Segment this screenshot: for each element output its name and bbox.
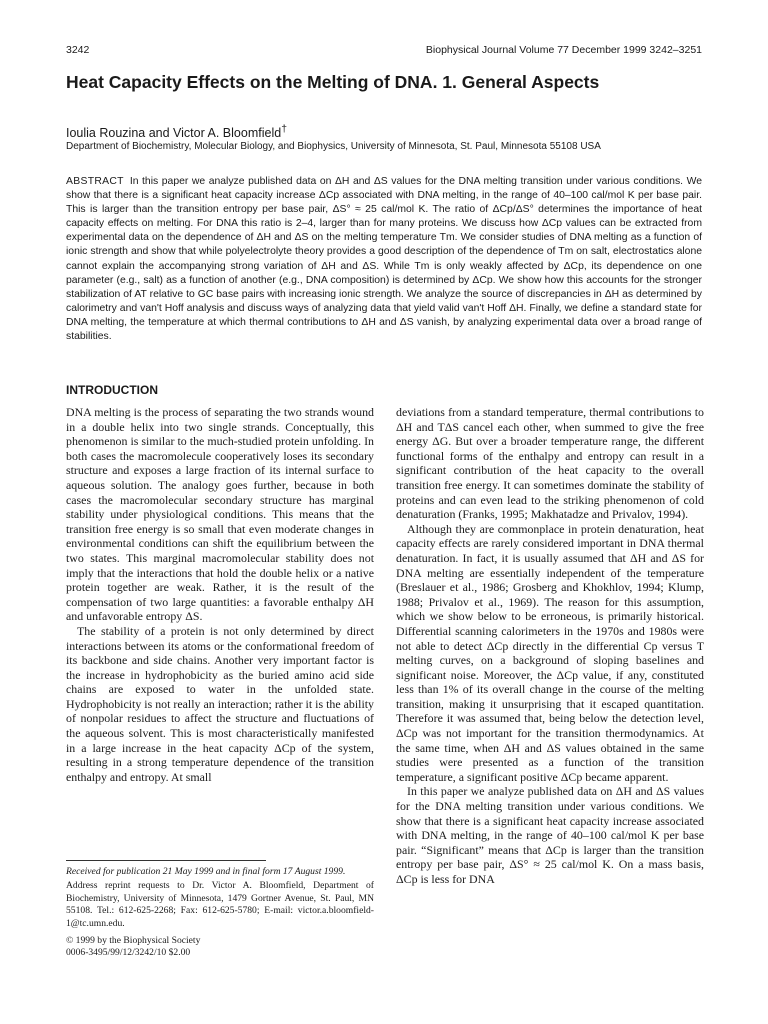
- paragraph: DNA melting is the process of separating the two strands wound in a double helix into two single strands. Conceptually, this phenomenon is similar to the much-studied protein unfolding. In both cases the macromolecule cooperatively loses its secondary structure and exposes a large fraction of its internal surface to aqueous solution. The analogy goes further, because in both cases the macromolecular secondary structure has marginal stability under physiological conditions. This means that the transition free energy is so small that even moderate changes in environmental conditions can shift the equilibrium between the two states. This marginal macromolecular stability does not imply that the interactions that hold the double helix or a native protein together are weak. Rather, it is the result of the compensation of two large quantities: a favorable enthalpy ΔH and unfavorable entropy ΔS.: [66, 405, 374, 624]
- paragraph: The stability of a protein is not only determined by direct interactions between its atoms or the conformational freedom of its backbone and side chains. Another very important factor is the increase in hydrophobicity as the buried amino acid side chains are exposed to water in the unfolded state. Hydrophobicity is not really an interaction; rather it is the ability of nonpolar residues to affect the structure and fluctuations of the aqueous solvent. This is most characteristically manifested in a large increase in the heat capacity ΔCp of the system, resulting in a strong temperature dependence of the transition enthalpy and entropy. At small: [66, 623, 374, 784]
- reprint-address: Address reprint requests to Dr. Victor A. Bloomfield, Department of Biochemistry, University of Minnesota, 1479 Gortner Avenue, St. Paul, MN 55108. Tel.: 612-625-2268; Fax: 612-625-5780; E-mail: victor.a.bloomfield-1@tc.umn.edu.: [66, 880, 374, 929]
- author-line: [66, 124, 287, 140]
- issn-code: 0006-3495/99/12/3242/10 $2.00: [66, 947, 191, 959]
- abstract-label: ABSTRACT: [66, 176, 124, 187]
- footnote-divider: [66, 860, 266, 861]
- author-footnote-mark: †: [281, 124, 287, 135]
- section-heading-introduction: INTRODUCTION: [66, 383, 158, 397]
- abstract-text: In this paper we analyze published data on ΔH and ΔS values for the DNA melting transition under various conditions. We show that there is a significant heat capacity increase ΔCp associated with DNA melting, in the range of 40–100 cal/mol K per base pair. This is larger than the transition entropy per base pair, ΔS° ≈ 25 cal/mol K. The ratio of ΔCp/ΔS° determines the importance of heat capacity effects on melting. For DNA this ratio is 2–4, larger than for many proteins. We discuss how ΔCp values can be extracted from experimental data on the dependence of ΔH and ΔS on the melting temperature Tm. We consider studies of DNA melting as a function of ionic strength and show that while polyelectrolyte theory provides a good description of the dependence of Tm on salt, electrostatics alone cannot explain the accompanying strong variation of ΔH and ΔS. While Tm is only weakly affected by ΔCp, its dependence on one parameter (e.g., salt) as a function of another (e.g., DNA composition) is determined by ΔCp. We show how this accounts for the stronger stabilization of AT relative to GC base pairs with increasing ionic strength. We analyze the source of discrepancies in ΔH as determined by calorimetry and van't Hoff analysis and discuss ways of analyzing data that yield valid van't Hoff ΔH. Finally, we define a standard state for DNA melting, the temperature at which thermal contributions to ΔH and ΔS vanish, by analyzing experimental data over a broad range of stabilities.: [66, 176, 702, 343]
- received-dates: Received for publication 21 May 1999 and in final form 17 August 1999.: [66, 866, 346, 877]
- abstract: [66, 175, 702, 344]
- paragraph: In this paper we analyze published data on ΔH and ΔS values for the DNA melting transition under various conditions. We show that there is a significant heat capacity increase associated with DNA melting, in the range of 40–100 cal/mol K per base pair. “Significant” means that ΔCp is larger than the transition entropy per base pair, ΔS° ≈ 25 cal/mol K. On a mass basis, ΔCp is less for DNA: [396, 784, 704, 886]
- article-title: Heat Capacity Effects on the Melting of DNA. 1. General Aspects: [66, 72, 600, 92]
- footnote: [66, 866, 374, 960]
- left-column: [66, 405, 374, 784]
- paragraph: deviations from a standard temperature, thermal contributions to ΔH and TΔS cancel each other, when summed to give the free energy ΔG. But over a broader temperature range, the different functional forms of the enthalpy and entropy can result in a significant contribution of the heat capacity to the overall transition free energy. It can sometimes dominate the stability of proteins and can even lead to the striking phenomenon of cold denaturation (Franks, 1995; Makhatadze and Privalov, 1994).: [396, 405, 704, 522]
- page-number: 3242: [66, 44, 90, 56]
- journal-citation: Biophysical Journal Volume 77 December 1999 3242–3251: [425, 44, 702, 56]
- right-column: [396, 405, 704, 887]
- affiliation: Department of Biochemistry, Molecular Biology, and Biophysics, University of Minnesota, St. Paul, Minnesota 55108 USA: [66, 141, 601, 152]
- running-header: [66, 44, 702, 58]
- authors: Ioulia Rouzina and Victor A. Bloomfield: [66, 126, 282, 141]
- paragraph: Although they are commonplace in protein denaturation, heat capacity effects are rarely considered important in DNA thermal denaturation. In fact, it is usually assumed that ΔH and ΔS for DNA melting are essentially independent of the temperature (Breslauer et al., 1986; Grosberg and Khokhlov, 1994; Klump, 1988; Privalov et al., 1969). The reason for this assumption, which we show below to be erroneous, is primarily historical. Differential scanning calorimeters in the 1970s and 1980s were not able to detect ΔCp directly in the differential Cp versus T melting curves, on a background of sloping baselines and significant noise. Moreover, the ΔCp value, if any, constituted less than 1% of its overall change in the course of the melting transition, making it unsurprising that it escaped quantitation. Therefore it was assumed that, being below the detection level, ΔCp was not important for the transition thermodynamics. At the same time, when ΔH and ΔS values obtained in the same studies were presented as a function of the transition temperature, a significant positive ΔCp became apparent.: [396, 521, 704, 784]
- copyright-notice: © 1999 by the Biophysical Society: [66, 935, 201, 947]
